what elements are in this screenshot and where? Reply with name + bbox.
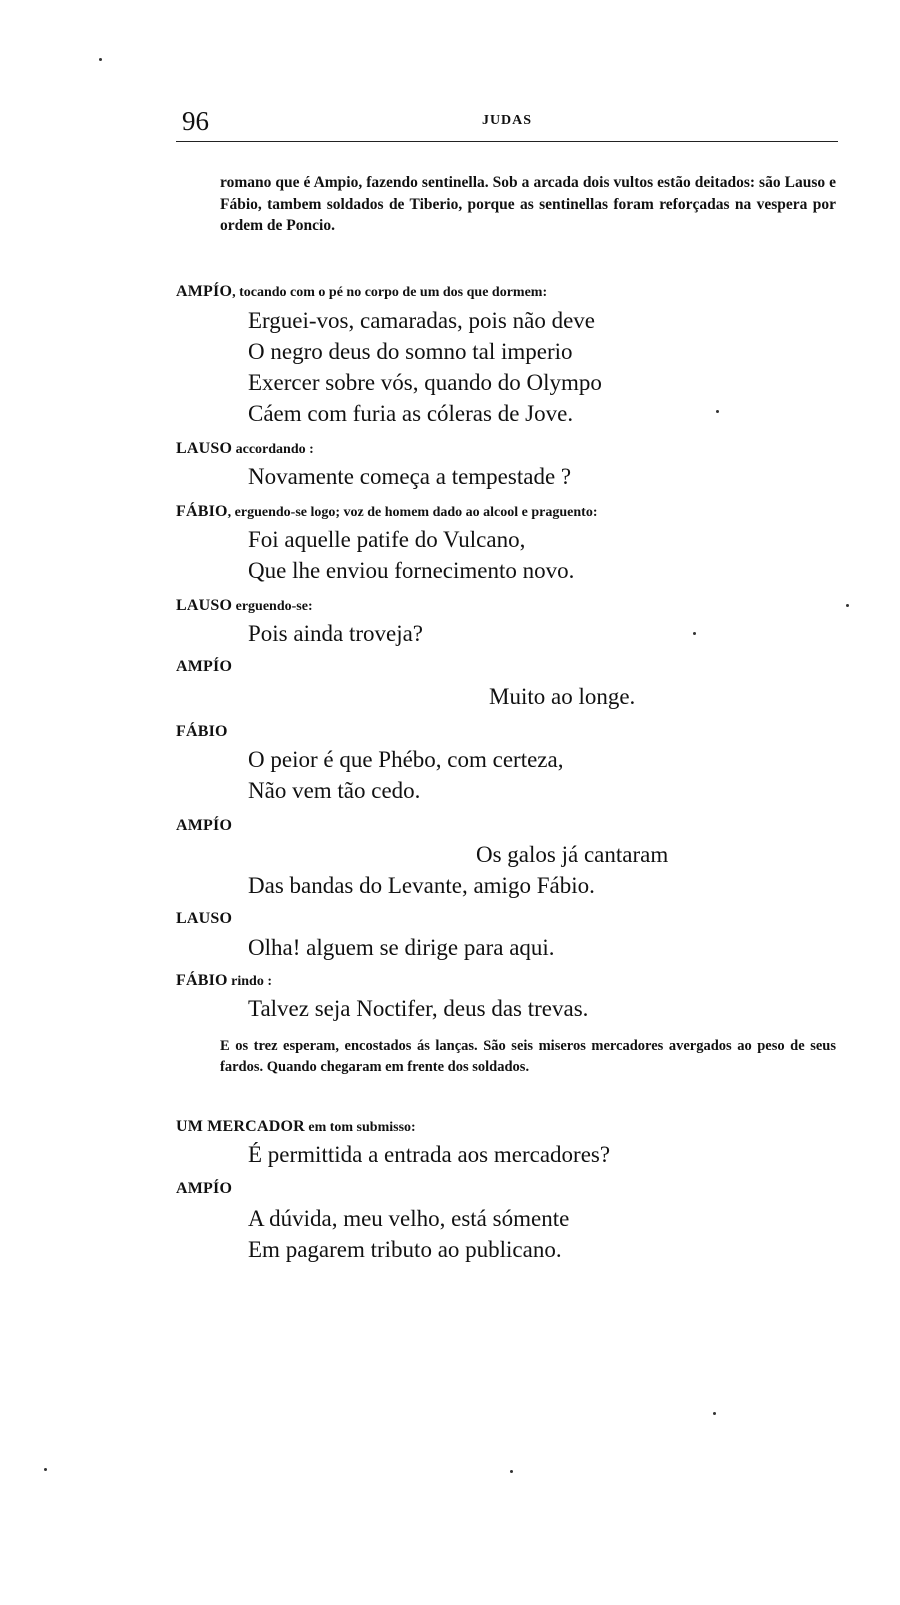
verse-block — [248, 744, 563, 806]
speaker-name: AMPÍO — [176, 1180, 233, 1197]
speaker-name: LAUSO — [176, 597, 233, 614]
verse-line: A dúvida, meu velho, está sómente — [248, 1206, 570, 1231]
verse-line: Em pagarem tributo ao publicano. — [248, 1237, 562, 1262]
verse-block — [248, 305, 602, 429]
verse-block — [248, 839, 668, 901]
print-speck — [99, 58, 102, 61]
verse-block — [248, 1203, 569, 1265]
verse-line: Os galos já cantaram — [476, 842, 669, 867]
speaker-line — [176, 972, 272, 990]
verse-line: Novamente começa a tempestade ? — [248, 464, 572, 489]
verse-line: O negro deus do somno tal imperio — [248, 339, 573, 364]
speaker-name: LAUSO — [176, 440, 233, 457]
speaker-cue: erguendo-se: — [232, 599, 313, 614]
verse-line: Foi aquelle patife do Vulcano, — [248, 527, 526, 552]
speaker-name: LAUSO — [176, 910, 233, 927]
speaker-cue: accordando : — [232, 442, 314, 457]
page-number: 96 — [182, 106, 209, 136]
speaker-line — [176, 503, 597, 521]
verse-line: Cáem com furia as cóleras de Jove. — [248, 401, 574, 426]
print-speck — [713, 1412, 716, 1415]
verse-line: Erguei-vos, camaradas, pois não deve — [248, 308, 596, 333]
verse-line: Das bandas do Levante, amigo Fábio. — [248, 873, 595, 898]
speaker-line — [176, 597, 313, 615]
speaker-line — [176, 1118, 416, 1136]
speaker-name: FÁBIO — [176, 972, 228, 989]
page-header — [176, 102, 838, 142]
header-rule — [176, 141, 838, 142]
verse-line: Olha! alguem se dirige para aqui. — [248, 935, 555, 960]
verse-block — [248, 993, 588, 1024]
print-speck — [44, 1468, 47, 1471]
verse-line: Não vem tão cedo. — [248, 778, 421, 803]
verse-line: É permittida a entrada aos mercadores? — [248, 1142, 611, 1167]
speaker-line — [176, 658, 232, 676]
speaker-line — [176, 723, 228, 741]
speaker-line — [176, 910, 232, 928]
speaker-name: UM MERCADOR — [176, 1118, 305, 1135]
speaker-name: AMPÍO — [176, 283, 233, 300]
stage-direction-middle: E os trez esperam, encostados ás lanças. São seis miseros mercadores avergados ao peso de seus fardos. Quando chegaram em frente dos soldados. — [220, 1038, 836, 1075]
verse-line: Que lhe enviou fornecimento novo. — [248, 558, 575, 583]
speaker-line — [176, 283, 547, 301]
verse-line: Talvez seja Noctifer, deus das trevas. — [248, 996, 589, 1021]
running-title: JUDAS — [481, 113, 533, 128]
speaker-cue: rindo : — [227, 974, 273, 989]
print-speck — [716, 410, 719, 413]
speaker-cue: , tocando com o pé no corpo de um dos que dormem: — [232, 285, 548, 300]
verse-block — [248, 461, 571, 492]
print-speck — [510, 1470, 513, 1473]
print-speck — [693, 632, 696, 635]
speaker-name: FÁBIO — [176, 503, 228, 520]
speaker-name: AMPÍO — [176, 658, 233, 675]
verse-line: O peior é que Phébo, com certeza, — [248, 747, 564, 772]
verse-block — [248, 618, 423, 649]
speaker-line — [176, 817, 232, 835]
speaker-cue: em tom submisso: — [304, 1120, 416, 1135]
verse-block — [489, 681, 635, 712]
stage-direction-intro: romano que é Ampio, fazendo sentinella. Sob a arcada dois vultos estão deitados: são Lauso e Fábio, tambem soldados de Tiberio, porque as sentinellas foram reforçadas na vespera por ordem de Poncio. — [220, 174, 836, 234]
speaker-line — [176, 440, 314, 458]
speaker-name: AMPÍO — [176, 817, 233, 834]
speaker-cue: , erguendo-se logo; voz de homem dado ao alcool e praguento: — [227, 505, 598, 520]
speaker-name: FÁBIO — [176, 723, 228, 740]
verse-line: Pois ainda troveja? — [248, 621, 424, 646]
verse-block — [248, 524, 574, 586]
verse-block — [248, 1139, 610, 1170]
verse-line: Muito ao longe. — [489, 684, 636, 709]
print-speck — [846, 604, 849, 607]
verse-line: Exercer sobre vós, quando do Olympo — [248, 370, 602, 395]
verse-block — [248, 932, 555, 963]
speaker-line — [176, 1180, 232, 1198]
